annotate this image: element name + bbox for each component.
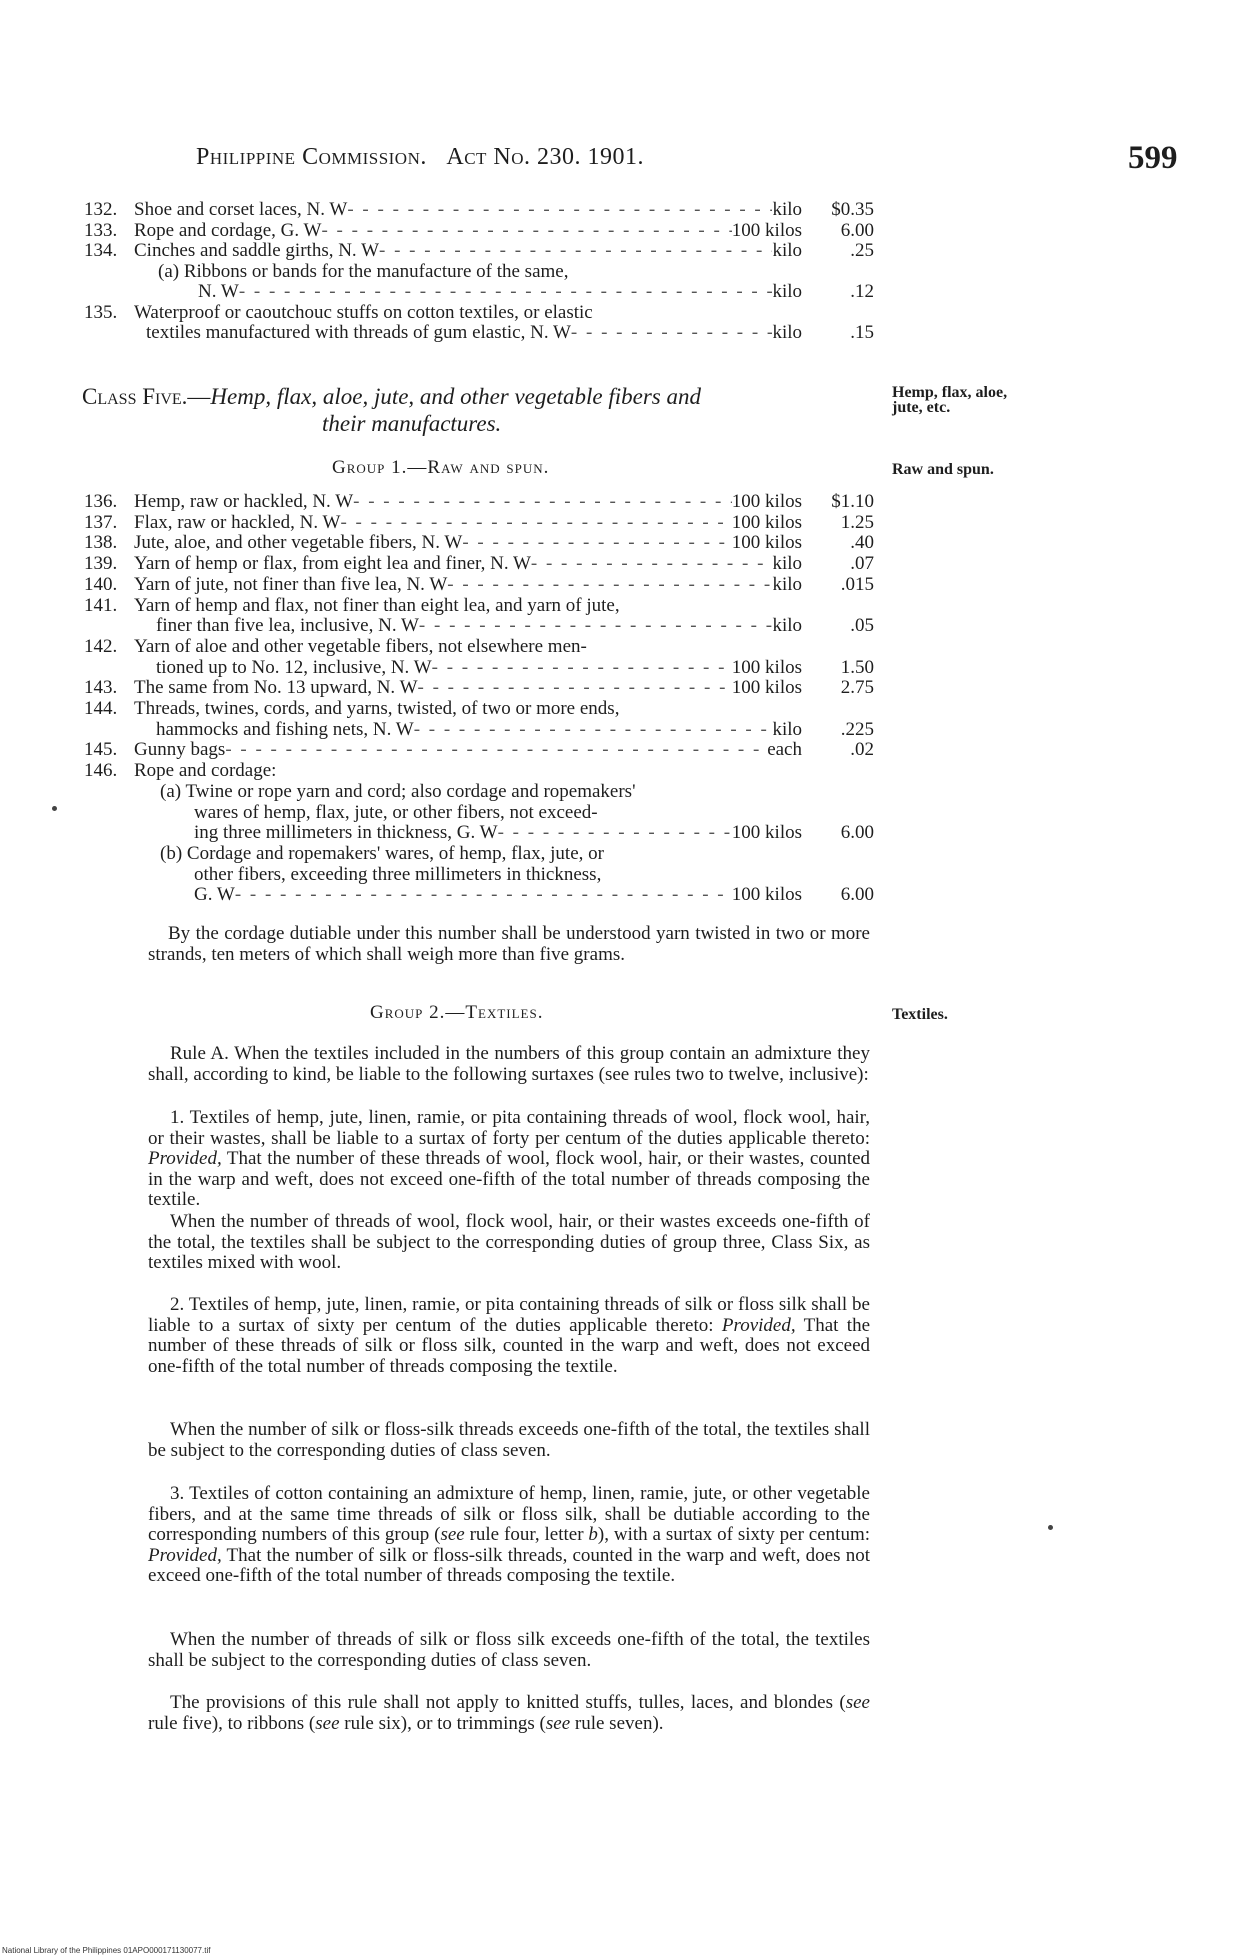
entry-label (84, 241, 379, 261)
entry-unit: kilo (772, 615, 802, 637)
entry-rate: .25 (850, 240, 874, 261)
margin-note-textiles: Textiles. (892, 1006, 948, 1023)
dot-leader (340, 513, 731, 533)
entry-rate: $1.10 (831, 491, 874, 512)
rule-a-paragraph-3b: When the number of threads of silk or floss silk exceeds one-fifth of the total, the textiles shall be subject to the corresponding duties of class seven. (148, 1629, 870, 1671)
tariff-entry (84, 637, 874, 657)
see-ref-3: see (315, 1712, 340, 1734)
class-five-heading (82, 383, 882, 437)
entry-number: 136. (84, 491, 118, 512)
entry-description: Yarn of hemp and flax, not finer than eight lea, and yarn of jute, (134, 594, 620, 616)
entry-number: 144. (84, 698, 118, 719)
group-1-heading: Group 1.—Raw and spun. (332, 457, 550, 478)
entry-rate: 6.00 (840, 219, 874, 241)
entry-description: Flax, raw or hackled, N. W (134, 511, 341, 533)
entry-label (84, 221, 321, 241)
dot-leader (347, 200, 772, 220)
entry-label (84, 575, 447, 595)
entry-number: 146. (84, 760, 118, 782)
entry-number: 141. (84, 594, 118, 616)
tariff-entry (84, 596, 874, 616)
scan-speck (52, 806, 57, 811)
entry-description: wares of hemp, flax, jute, or other fibers, not exceed- (194, 801, 598, 823)
entry-label (84, 282, 239, 302)
entry-unit: 100 kilos (731, 822, 802, 844)
entry-unit: kilo (772, 553, 802, 575)
rule-a-p3-text: 3. Textiles of cotton containing an admixture of hemp, linen, ramie, jute, or other vegetable fibers, and at the same time threads of silk or floss silk, shall be dutiable according to the corresponding numbers of this group ( (148, 1483, 870, 1545)
provided-2: Provided, (721, 1314, 796, 1336)
entry-description: hammocks and fishing nets, N. W (156, 718, 414, 740)
entry-description: Yarn of aloe and other vegetable fibers, not elsewhere men- (134, 635, 587, 657)
entry-label (84, 200, 347, 220)
class-title-line2: their manufactures. (322, 411, 502, 436)
scan-footer: National Library of the Philippines 01APO000171130077.tif (2, 1946, 211, 1955)
margin-note-line1: Hemp, flax, aloe, (892, 384, 1008, 401)
tariff-entry (84, 533, 874, 553)
dot-leader (462, 533, 731, 553)
rule-a-p2-text: 2. Textiles of hemp, jute, linen, ramie, or pita containing threads of silk or floss silk shall be liable to a surtax of sixty per centum of the duties applicable thereto: (148, 1294, 870, 1336)
rule-a-p4-d: rule seven). (574, 1712, 664, 1734)
rule-a-p3-proviso: That the number of silk or floss-silk threads, counted in the warp and weft, does not exceed one-fifth of the total number of threads composing the textile. (148, 1544, 870, 1586)
margin-note-hemp (892, 385, 1007, 415)
entry-rate: .05 (850, 615, 874, 637)
entry-number: 139. (84, 553, 118, 575)
rule-a-paragraph-3 (148, 1484, 870, 1587)
tariff-entry (84, 241, 874, 261)
provided-1: Provided, (148, 1148, 222, 1169)
tariff-entry (84, 865, 874, 885)
entry-description: tioned up to No. 12, inclusive, N. W (156, 656, 432, 678)
tariff-entry (84, 699, 874, 719)
rule-a-paragraph-1 (148, 1108, 870, 1211)
rule-a-paragraph-1b: When the number of threads of wool, flock wool, hair, or their wastes exceeds one-fifth of the total, the textiles shall be subject to the corresponding duties of group three, Class Six, as textiles mixed with wool. (148, 1211, 870, 1273)
entry-unit: 100 kilos (731, 884, 802, 906)
entry-number: 145. (84, 739, 118, 761)
entry-rate: 6.00 (840, 884, 874, 906)
dot-leader (447, 575, 772, 595)
page-number: 599 (1128, 140, 1178, 176)
running-head-title: Philippine Commission. (196, 144, 427, 170)
entry-rate: $0.35 (831, 199, 874, 220)
entry-description: (a) Ribbons or bands for the manufacture of the same, (158, 260, 569, 282)
running-head (196, 144, 644, 171)
entry-number: 138. (84, 532, 118, 554)
dot-leader (498, 823, 732, 843)
provided-3: Provided, (148, 1544, 222, 1566)
entry-unit: kilo (772, 281, 802, 302)
running-head-act: Act No. 230. 1901. (446, 144, 645, 170)
entry-description: textiles manufactured with threads of gum elastic, N. W (146, 322, 571, 343)
entry-unit: each (767, 739, 802, 761)
tariff-entry (84, 782, 874, 802)
tariff-entry (84, 262, 874, 282)
entry-rate: 1.50 (840, 656, 874, 678)
rule-a-intro: Rule A. When the textiles included in the numbers of this group contain an admixture they shall, according to kind, be liable to the following surtaxes (see rules two to twelve, inclusive): (148, 1043, 870, 1085)
entry-description: Yarn of jute, not finer than five lea, N. W (134, 573, 448, 595)
rule-a-p4-b: rule five), to ribbons ( (148, 1712, 316, 1734)
dot-leader (353, 492, 732, 512)
entry-unit: kilo (772, 718, 802, 740)
dot-leader (379, 241, 772, 261)
tariff-entry (84, 720, 874, 740)
tariff-entry (84, 513, 874, 533)
rule-a-p2-proviso: That the number of these threads of silk or floss silk, counted in the warp and weft, does not exceed one-fifth of the total number of threads composing the textile. (148, 1314, 871, 1377)
see-ref-2: see (845, 1692, 870, 1713)
entry-unit: 100 kilos (731, 656, 802, 678)
entry-label (84, 323, 571, 343)
entry-label (84, 885, 235, 905)
rule-a-p3-ref: rule four, letter (469, 1524, 584, 1545)
entry-description: Yarn of hemp or flax, from eight lea and finer, N. W (134, 553, 531, 575)
entry-description: Shoe and corset laces, N. W (134, 199, 348, 220)
scan-speck (1048, 1525, 1053, 1530)
entry-description: (b) Cordage and ropemakers' wares, of hemp, flax, jute, or (160, 842, 604, 864)
entry-description: Gunny bags (134, 739, 226, 761)
dot-leader (432, 658, 732, 678)
entry-number: 135. (84, 301, 118, 323)
rule-a-p1-text: 1. Textiles of hemp, jute, linen, ramie, or pita containing threads of wool, flock wool, hair, or their wastes, shall be liable to a surtax of forty per centum of the duties applicable thereto: (148, 1107, 870, 1149)
rule-a-p1-proviso: That the number of these threads of wool, flock wool, hair, or their wastes, counted in the warp and weft, does not exceed one-fifth of the total number of threads composing the textile. (148, 1148, 870, 1210)
entry-unit: kilo (772, 240, 802, 261)
entry-description: Waterproof or caoutchouc stuffs on cotton textiles, or elastic (134, 301, 593, 323)
tariff-entry (84, 616, 874, 636)
entry-rate: .40 (850, 532, 874, 554)
dot-leader (418, 678, 732, 698)
entry-unit: kilo (772, 199, 802, 220)
rule-a-p4-text: The provisions of this rule shall not apply to knitted stuffs, tulles, laces, and blondes ( (170, 1692, 846, 1713)
dot-leader (571, 323, 773, 343)
dot-leader (239, 282, 773, 302)
entry-description: finer than five lea, inclusive, N. W (156, 615, 419, 637)
entry-number: 133. (84, 219, 118, 241)
entry-number: 140. (84, 573, 118, 595)
cordage-note: By the cordage dutiable under this number shall be understood yarn twisted in two or more strands, ten meters of which shall weigh more than five grams. (148, 923, 870, 965)
entry-rate: .07 (850, 553, 874, 575)
entry-unit: kilo (772, 322, 802, 343)
tariff-entry (84, 282, 874, 302)
entry-unit: 100 kilos (731, 491, 802, 512)
dot-leader (531, 554, 773, 574)
entry-description: Rope and cordage: (134, 760, 277, 782)
rule-a-paragraph-4 (148, 1693, 870, 1734)
entry-description: Hemp, raw or hackled, N. W (134, 491, 354, 512)
tariff-entry (84, 658, 874, 678)
entry-description: other fibers, exceeding three millimeters in thickness, (194, 863, 602, 885)
dot-leader (414, 720, 773, 740)
entry-description: N. W (198, 281, 239, 302)
tariff-entry (84, 221, 874, 241)
tariff-entry (84, 492, 874, 512)
entry-label (84, 658, 432, 678)
entry-rate: .015 (840, 573, 874, 595)
entry-description: The same from No. 13 upward, N. W (134, 677, 418, 699)
letter-b: b (588, 1524, 598, 1545)
entry-label (84, 720, 414, 740)
entry-description: Jute, aloe, and other vegetable fibers, N. W (134, 532, 463, 554)
entry-unit: 100 kilos (731, 677, 802, 699)
entry-label (84, 823, 498, 843)
dot-leader (225, 740, 767, 760)
entry-description: Threads, twines, cords, and yarns, twisted, of two or more ends, (134, 698, 620, 719)
entry-description: (a) Twine or rope yarn and cord; also cordage and ropemakers' (160, 780, 636, 802)
tariff-entry (84, 575, 874, 595)
entry-description: Rope and cordage, G. W (134, 219, 322, 241)
entry-unit: kilo (772, 573, 802, 595)
entry-label (84, 678, 418, 698)
tariff-entry (84, 554, 874, 574)
tariff-entry (84, 303, 874, 323)
entry-rate: 6.00 (840, 822, 874, 844)
rule-a-paragraph-2 (148, 1295, 870, 1377)
entry-label (84, 492, 353, 512)
margin-note-line2: jute, etc. (892, 399, 951, 416)
see-ref-4: see (545, 1712, 571, 1734)
entry-description: ing three millimeters in thickness, G. W (194, 822, 498, 844)
tariff-entry (84, 761, 874, 781)
entry-rate: 2.75 (840, 677, 874, 699)
entry-rate: .12 (850, 281, 874, 302)
tariff-entry (84, 323, 874, 343)
tariff-entry (84, 823, 874, 843)
entry-number: 132. (84, 199, 118, 220)
rule-a-p4-c: rule six), or to trimmings ( (344, 1712, 546, 1734)
entry-rate: .225 (840, 718, 874, 740)
entry-label (84, 513, 340, 533)
class-label: Class Five. (82, 384, 188, 409)
tariff-entry (84, 844, 874, 864)
entry-label (84, 554, 531, 574)
dot-leader (235, 885, 732, 905)
margin-note-raw-spun: Raw and spun. (892, 461, 994, 478)
entry-rate: 1.25 (840, 511, 874, 533)
entry-number: 143. (84, 677, 118, 699)
entry-label (84, 740, 225, 760)
class-dash: — (187, 384, 211, 409)
entry-label (84, 616, 419, 636)
entry-unit: 100 kilos (731, 511, 802, 533)
entry-number: 137. (84, 511, 118, 533)
entry-description: G. W (194, 884, 235, 906)
tariff-entry (84, 803, 874, 823)
class-title-line1: Hemp, flax, aloe, jute, and other vegetable fibers and (210, 384, 701, 409)
rule-a-paragraph-2b: When the number of silk or floss-silk threads exceeds one-fifth of the total, the textiles shall be subject to the corresponding duties of class seven. (148, 1419, 870, 1461)
tariff-entry (84, 678, 874, 698)
entry-rate: .15 (850, 322, 874, 343)
tariff-entry (84, 885, 874, 905)
entry-description: Cinches and saddle girths, N. W (134, 240, 380, 261)
dot-leader (419, 616, 773, 636)
see-ref-1: see (440, 1524, 465, 1545)
tariff-entry (84, 200, 874, 220)
entry-unit: 100 kilos (731, 532, 802, 554)
entry-rate: .02 (850, 739, 874, 761)
entry-number: 134. (84, 240, 118, 261)
dot-leader (321, 221, 731, 241)
rule-a-p3-surtax: ), with a surtax of sixty per centum: (597, 1524, 871, 1545)
entry-label (84, 533, 462, 553)
entry-unit: 100 kilos (731, 219, 802, 241)
tariff-entry (84, 740, 874, 760)
entry-number: 142. (84, 635, 118, 657)
group-2-heading: Group 2.—Textiles. (370, 1002, 544, 1023)
